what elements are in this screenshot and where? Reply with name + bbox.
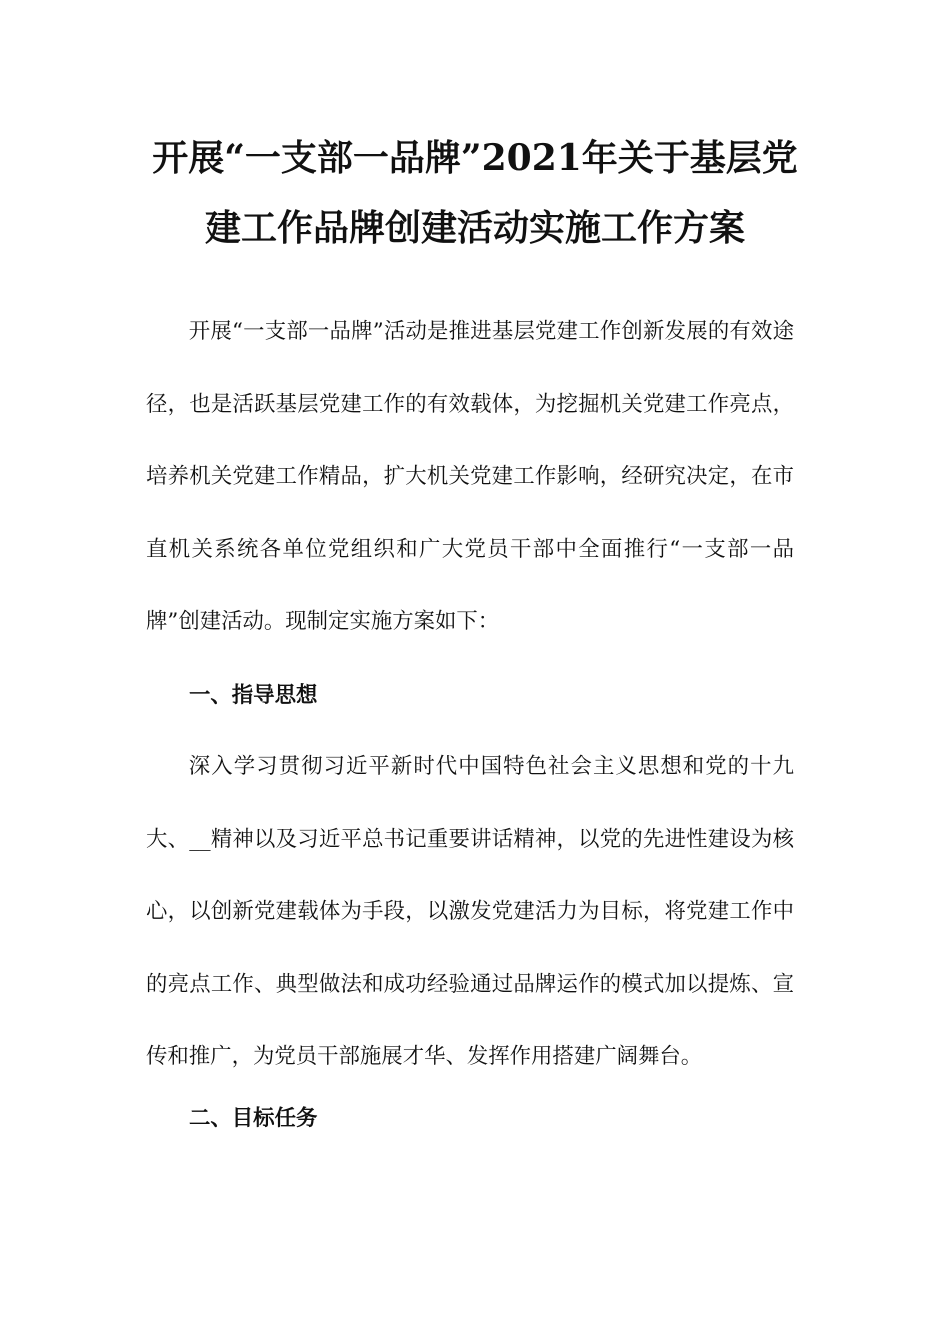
guiding-ideology-paragraph: 深入学习贯彻习近平新时代中国特色社会主义思想和党的十九大、__精神以及习近平总书记重要讲话精神，以党的先进性建设为核心，以创新党建载体为手段，以激发党建活力为目标，将党建工作中的亮点工作、典型做法和成功经验通过品牌运作的模式加以提炼、宣传和推广，为党员干部施展才华、发挥作用搭建广阔舞台。 bbox=[146, 754, 794, 1069]
document-title-line-2: 建工作品牌创建活动实施工作方案 bbox=[204, 207, 745, 249]
intro-paragraph: 开展“一支部一品牌”活动是推进基层党建工作创新发展的有效途径，也是活跃基层党建工作的有效载体，为挖掘机关党建工作亮点，培养机关党建工作精品，扩大机关党建工作影响，经研究决定，在市直机关系统各单位党组织和广大党员干部中全面推行“一支部一品牌”创建活动。现制定实施方案如下： bbox=[146, 319, 794, 634]
document-title-line-1: 开展“一支部一品牌”2021年关于基层党 bbox=[152, 137, 798, 179]
section-heading-goals-tasks: 二、目标任务 bbox=[189, 1106, 318, 1131]
section-heading-guiding-ideology: 一、指导思想 bbox=[189, 683, 318, 708]
